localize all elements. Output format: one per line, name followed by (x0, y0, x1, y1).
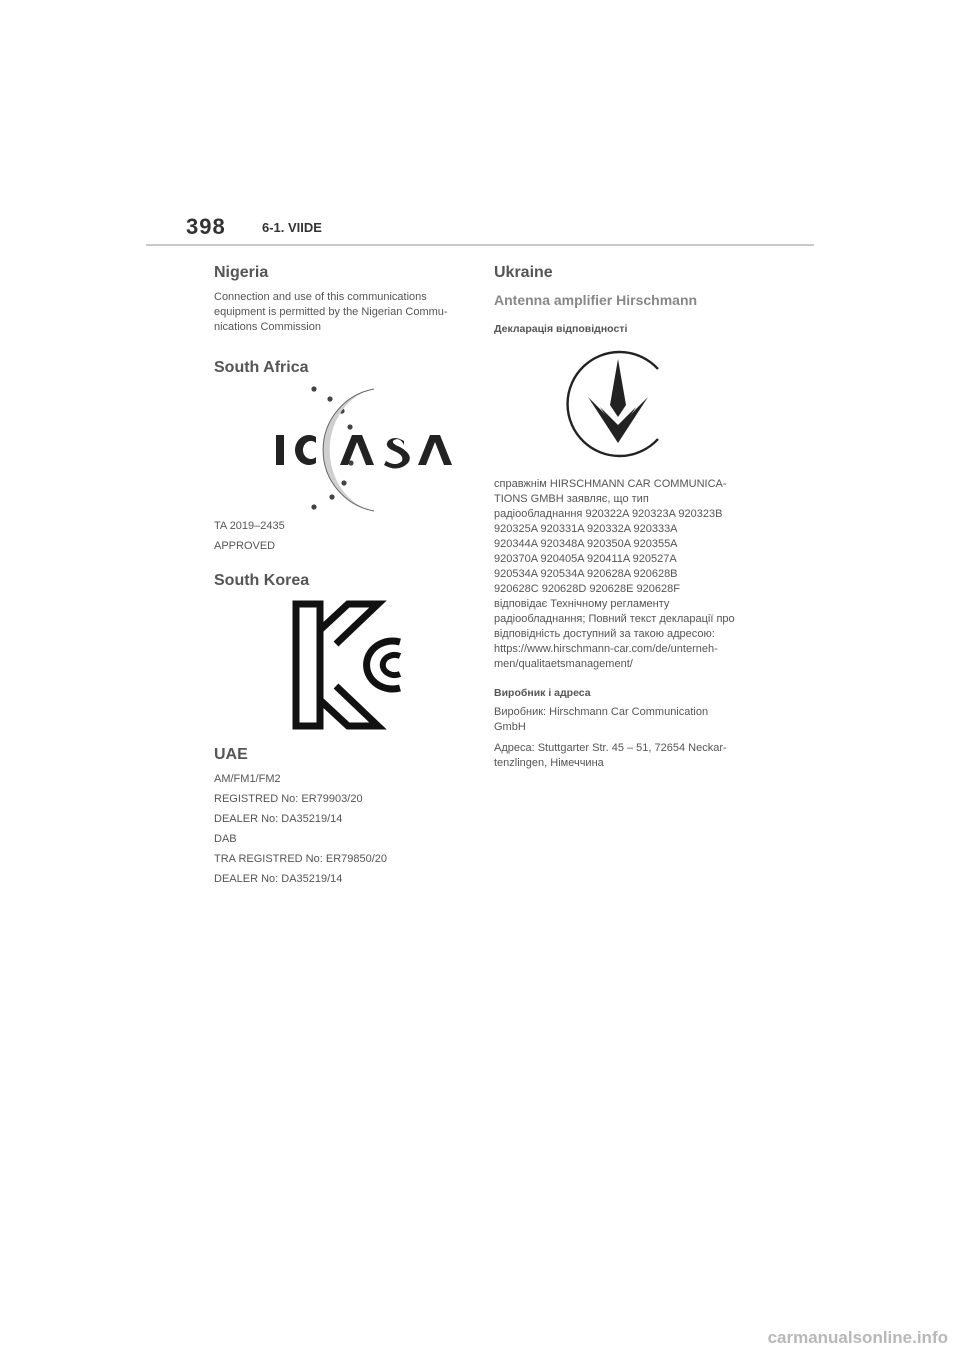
address-line: tenzlingen, Німеччина (494, 757, 604, 769)
uae-line: TRA REGISTRED No: ER79850/20 (214, 853, 388, 865)
ukrainian-conformity-mark-logo (558, 345, 678, 463)
uae-line: DEALER No: DA35219/14 (214, 813, 343, 825)
ukraine-subtitle: Antenna amplifier Hirschmann (494, 292, 698, 308)
declaration-line: радіообладнання; Повний текст декларації про (494, 613, 735, 625)
declaration-line: 920628C 920628D 920628E 920628F (494, 583, 680, 595)
kc-mark-logo (288, 600, 408, 730)
declaration-line: 920370A 920405A 920411A 920527A (494, 553, 677, 565)
uae-line: AM/FM1/FM2 (214, 773, 281, 785)
declaration-line: справжнім HIRSCHMANN CAR COMMUNICA- (494, 478, 727, 490)
south-korea-title: South Korea (214, 572, 310, 589)
icasa-logo (254, 385, 474, 513)
header-divider (146, 244, 814, 246)
declaration-url-line: https://www.hirschmann-car.com/de/unterneh- (494, 643, 718, 655)
manufacturer-line: Виробник: Hirschmann Car Communication (494, 706, 709, 718)
south-korea-section (214, 570, 474, 730)
page-header (0, 0, 960, 250)
page-number: 398 (186, 214, 226, 239)
declaration-line: 920534A 920534A 920628A 920628B (494, 568, 678, 580)
manufacturer-block (494, 705, 769, 735)
address-line: Адреса: Stuttgarter Str. 45 – 51, 72654 Neckar- (494, 742, 727, 754)
manufacturer-heading: Виробник і адреса (494, 687, 591, 699)
uae-line: REGISTRED No: ER79903/20 (214, 793, 363, 805)
south-africa-line: APPROVED (214, 540, 276, 552)
uae-line: DEALER No: DA35219/14 (214, 873, 343, 885)
right-column (494, 262, 769, 771)
declaration-line: відповідність доступний за такою адресою: (494, 628, 715, 640)
south-africa-title: South Africa (214, 359, 309, 376)
nigeria-title: Nigeria (214, 264, 269, 281)
ukraine-title: Ukraine (494, 264, 553, 281)
declaration-line: радіообладнання 920322A 920323A 920323B (494, 508, 723, 520)
nigeria-line: equipment is permitted by the Nigerian Commu- (214, 306, 448, 318)
nigeria-line: Connection and use of this communications (214, 291, 427, 303)
watermark-url: carmanualsonline.info (767, 1328, 948, 1347)
uae-title: UAE (214, 746, 248, 763)
declaration-heading: Декларація відповідності (494, 323, 628, 335)
declaration-body (494, 477, 769, 672)
left-column (214, 262, 474, 892)
address-block (494, 741, 769, 771)
manufacturer-line: GmbH (494, 721, 526, 733)
declaration-line: 920344A 920348A 920350A 920355A (494, 538, 678, 550)
declaration-line: відповідає Технічному регламенту (494, 598, 670, 610)
nigeria-section (214, 262, 474, 335)
declaration-line: 920325A 920331A 920332A 920333A (494, 523, 678, 535)
south-africa-line: TA 2019–2435 (214, 520, 285, 532)
south-africa-section (214, 357, 474, 554)
declaration-line: TIONS GMBH заявляє, що тип (494, 493, 649, 505)
section-title: 6-1. VIIDE (262, 220, 322, 235)
uae-line: DAB (214, 833, 237, 845)
declaration-url-line: men/qualitaetsmanagement/ (494, 658, 633, 670)
nigeria-line: nications Commission (214, 321, 321, 333)
uae-section (214, 744, 474, 887)
